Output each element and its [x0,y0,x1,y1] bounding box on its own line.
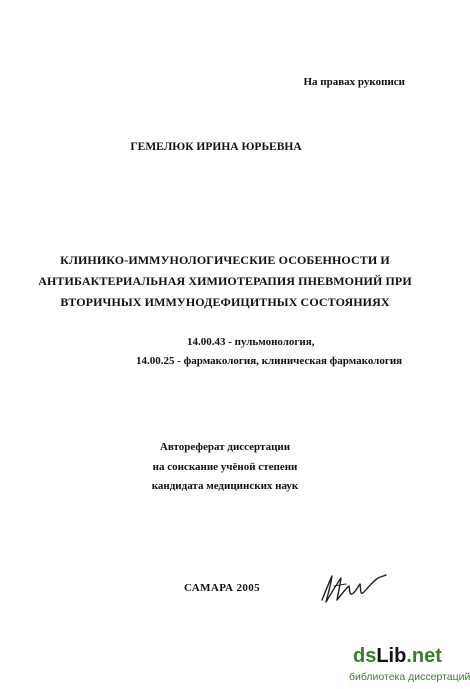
city-year: САМАРА 2005 [184,582,261,594]
specialty-line-2: 14.00.25 - фармакология, клиническая фармакология [136,355,403,367]
abstract-line-3: кандидата медицинских наук [151,480,299,492]
specialty-line-1: 14.00.43 - пульмонология, [187,336,315,348]
watermark-subtitle: библиотека диссертаций [349,671,470,683]
thesis-title-line-2: АНТИБАКТЕРИАЛЬНАЯ ХИМИОТЕРАПИЯ ПНЕВМОНИЙ ПРИ [38,274,412,288]
logo-part-ds: ds [353,645,377,667]
thesis-title-line-1: КЛИНИКО-ИММУНОЛОГИЧЕСКИЕ ОСОБЕННОСТИ И [60,253,390,267]
thesis-title-line-3: ВТОРИЧНЫХ ИММУНОДЕФИЦИТНЫХ СОСТОЯНИЯХ [60,295,390,309]
handwritten-signature [316,564,388,606]
logo-part-net: .net [406,645,442,667]
author-name: ГЕМЕЛЮК ИРИНА ЮРЬЕВНА [130,141,302,153]
abstract-line-2: на соискание учёной степени [152,461,298,473]
rights-note: На правах рукописи [303,76,405,88]
abstract-line-1: Автореферат диссертации [159,441,291,453]
watermark-logo [353,645,442,668]
dslib-watermark [335,645,470,689]
logo-part-lib: Lib [376,645,407,667]
